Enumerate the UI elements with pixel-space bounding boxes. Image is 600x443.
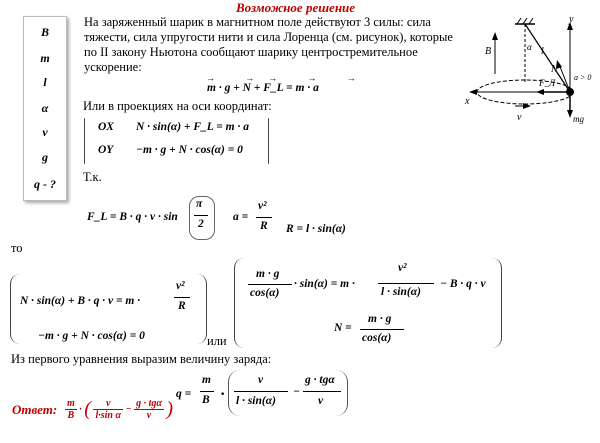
express-label: Из первого уравнения выразим величину заряда: — [11, 352, 272, 366]
given-m: m — [40, 51, 50, 65]
ox-axis: OX — [98, 121, 114, 133]
sys3-N-eq: N = — [334, 322, 352, 334]
given-unknown: q - ? — [34, 177, 56, 191]
pi-num: π — [196, 198, 203, 210]
q-frac2-line — [234, 391, 288, 392]
force-diagram — [455, 14, 600, 129]
intro-text: На заряженный шарик в магнитном поле действуют 3 силы: сила тяжести, сила упругости нити и сила Лоренца (см. рисунок), которые по II закону Ньютона сообщают шарику центростремительное ускорение: — [84, 15, 453, 74]
sys3-cos: cos(α) — [250, 287, 280, 299]
q-gtga: g · tgα — [305, 374, 335, 386]
page-title: Возможное решение — [236, 0, 356, 15]
diag-mg: mg — [573, 114, 584, 124]
sys3-minus-bqv: − B · q · v — [440, 278, 486, 290]
system1-brace — [84, 118, 85, 164]
sys3-frac3-line — [360, 329, 404, 330]
oy-axis: OY — [98, 144, 114, 156]
q-v2: v — [318, 395, 324, 407]
newton-law: m · g + N + F_L = m · a — [207, 82, 319, 94]
ans-v: v — [93, 398, 123, 410]
a-frac-line — [256, 217, 272, 218]
ili-label: или — [207, 334, 227, 348]
diag-N: N — [551, 64, 558, 75]
sys2-v2: v² — [176, 280, 185, 292]
ans-lsin: l·sin α — [95, 410, 121, 421]
q-eq: q = — [176, 388, 192, 400]
q-B: B — [202, 394, 210, 406]
vector-arrows: → →→ → → — [206, 73, 370, 83]
given-B: B — [40, 25, 49, 39]
to-label: то — [11, 241, 23, 255]
ans-v2: v — [146, 410, 152, 421]
a-den: R — [260, 220, 268, 232]
R-eq: R = l · sin(α) — [286, 223, 346, 235]
diag-x: x — [465, 96, 470, 107]
sys3-N-mg: m · g — [368, 313, 392, 325]
oy-equation: −m · g + N · cos(α) = 0 — [136, 144, 243, 156]
tk-label: Т.к. — [83, 170, 102, 184]
given-g: g — [42, 150, 48, 164]
sys3-frac1-line — [248, 284, 292, 285]
answer-label: Ответ: — [12, 402, 58, 417]
sys3-N-cos: cos(α) — [362, 332, 392, 344]
given-v: v — [42, 125, 48, 139]
given-box — [23, 16, 67, 201]
q-lsin: l · sin(α) — [236, 395, 276, 407]
diag-l: l — [541, 46, 544, 57]
ans-gtga: g · tgα — [136, 398, 162, 409]
q-v: v — [258, 374, 264, 386]
diag-y: y — [569, 14, 574, 25]
pi-den: 2 — [198, 218, 204, 230]
diag-alpha: α — [527, 42, 532, 52]
a-eq: a = — [233, 211, 249, 223]
sys3-sin-eq: · sin(α) = m · — [294, 278, 355, 290]
sys2-eq1: N · sin(α) + B · q · v = m · — [20, 295, 141, 307]
system1-brace-right — [268, 118, 269, 164]
ox-equation: N · sin(α) + F_L = m · a — [136, 121, 249, 133]
q-frac1-line — [200, 391, 214, 392]
q-m: m — [202, 374, 211, 386]
given-alpha: α — [41, 101, 49, 115]
sys3-frac2-line — [378, 283, 434, 284]
q-frac3-line — [303, 391, 341, 392]
lorentz-eq: F_L = B · q · v · sin — [87, 211, 178, 223]
pi-frac-line — [194, 215, 208, 216]
ans-m: m — [67, 398, 75, 409]
diag-v: v — [517, 112, 522, 123]
sys2-R: R — [178, 300, 186, 312]
sys2-eq2: −m · g + N · cos(α) = 0 — [38, 330, 145, 342]
sys2-frac-line — [174, 297, 190, 298]
sys3-v2: v² — [398, 262, 407, 274]
projections-label: Или в проекциях на оси координат: — [83, 99, 272, 113]
ans-B: B — [67, 410, 75, 421]
sys3-lsin: l · sin(α) — [381, 286, 421, 298]
answer-formula: $\frac{m}{B}$ · ( $\frac{v}{\text{l·sin α}}$ − $\frac{\text{g · tgα}}{v}$ ) — [67, 398, 174, 421]
given-l: l — [43, 75, 47, 89]
diag-FL: F_Л — [539, 78, 556, 88]
diag-a0: a > 0 — [574, 73, 592, 82]
sys3-mg: m · g — [256, 268, 280, 280]
diag-B: B — [485, 46, 492, 57]
v2-num: v² — [258, 200, 267, 212]
